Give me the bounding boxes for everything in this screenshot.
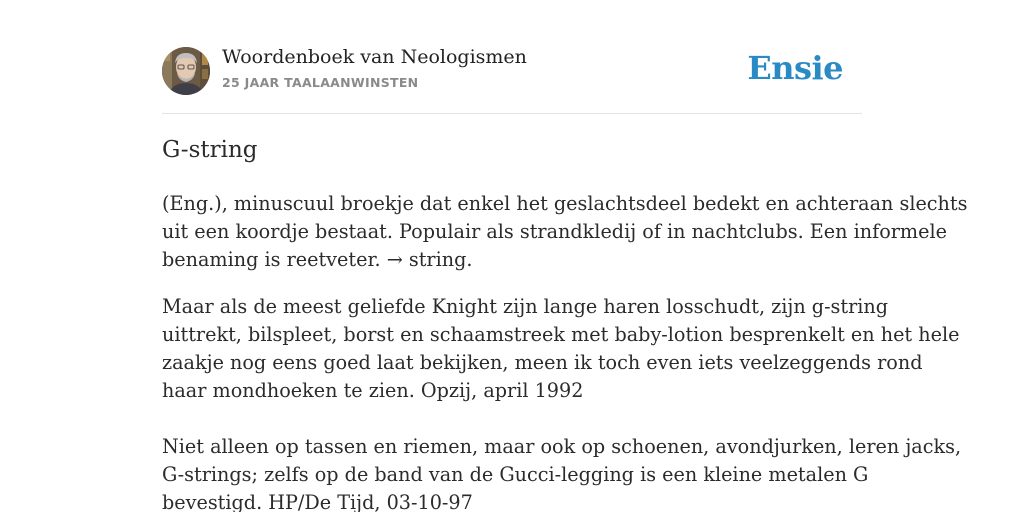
example-quote (162, 433, 962, 512)
quote-line: uittrekt, bilspleet, borst en schaamstreek met baby-lotion besprenkelt en het hele (162, 323, 960, 346)
author-avatar[interactable] (162, 47, 210, 95)
entry-title: G-string (162, 137, 258, 163)
definition-paragraph (162, 190, 968, 274)
site-title[interactable]: Woordenboek van Neologismen (222, 46, 527, 68)
site-subtitle: 25 JAAR TAALAANWINSTEN (222, 75, 419, 90)
definition-line: uit een koordje bestaat. Populair als strandkledij of in nachtclubs. Een informele (162, 220, 947, 243)
site-header (162, 46, 862, 96)
header-divider (162, 113, 862, 114)
quote-line: Niet alleen op tassen en riemen, maar ook op schoenen, avondjurken, leren jacks, (162, 435, 962, 458)
definition-line: benaming is reetveter. → string. (162, 248, 473, 271)
quote-line: haar mondhoeken te zien. Opzij, april 1992 (162, 379, 584, 402)
definition-line: (Eng.), minuscuul broekje dat enkel het geslachtsdeel bedekt en achteraan slechts (162, 192, 968, 215)
quote-line: zaakje nog eens goed laat bekijken, meen ik toch even iets veelzeggends rond (162, 351, 923, 374)
example-quote (162, 293, 960, 405)
quote-line: G-strings; zelfs op de band van de Gucci-legging is een kleine metalen G (162, 463, 869, 486)
quote-line: Maar als de meest geliefde Knight zijn lange haren losschudt, zijn g-string (162, 295, 889, 318)
quote-line: bevestigd. HP/De Tijd, 03-10-97 (162, 491, 473, 512)
avatar-portrait-icon (162, 47, 210, 95)
page (162, 0, 968, 512)
ensie-logo[interactable]: Ensie (747, 49, 843, 87)
